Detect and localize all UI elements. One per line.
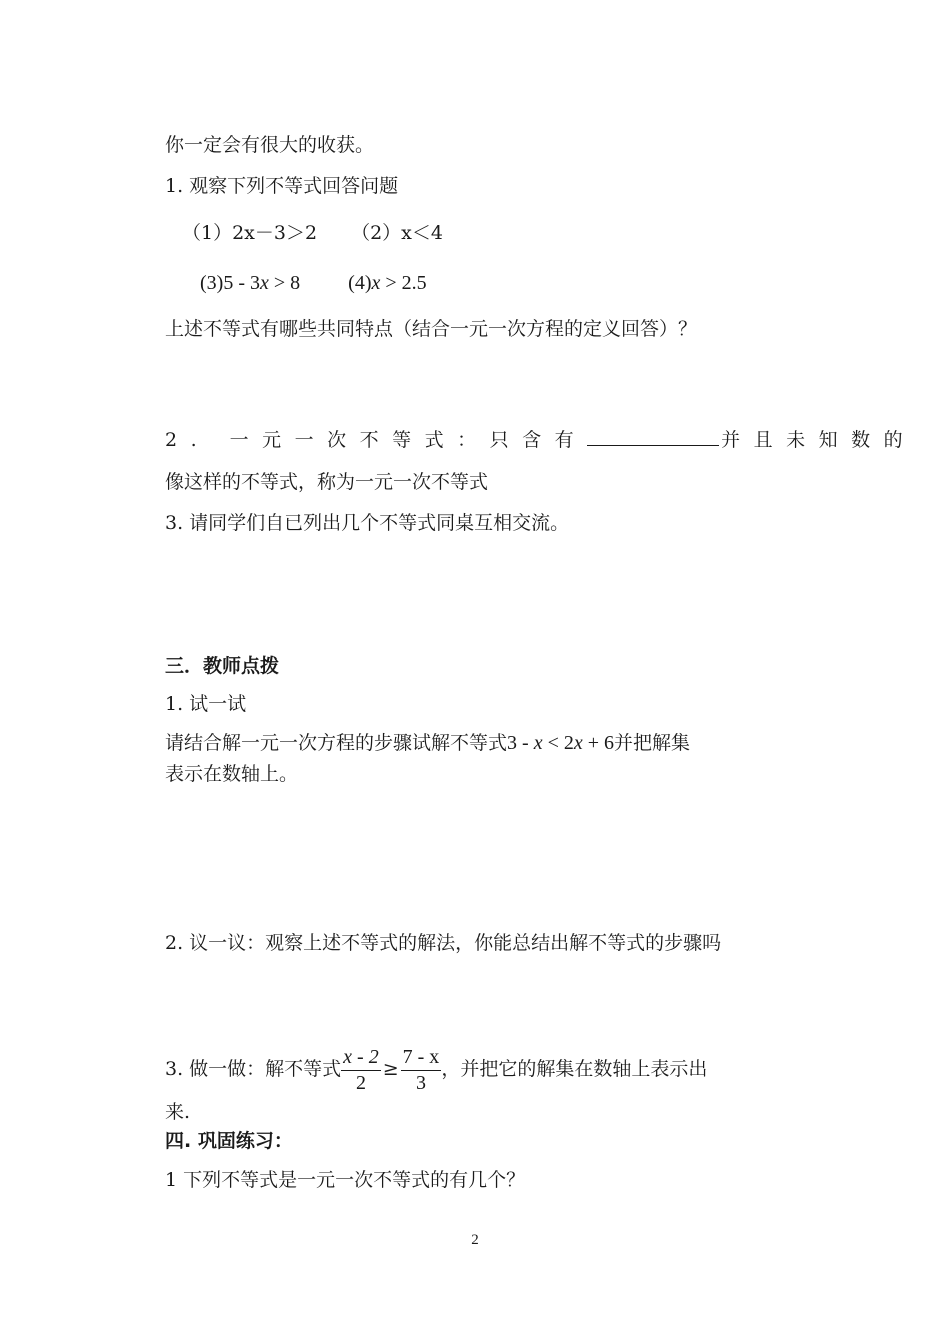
question-1-title: 1. 观察下列不等式回答问题 [165, 175, 399, 197]
practice-question-1: 1 下列不等式是一元一次不等式的有几个？ [165, 1169, 526, 1191]
try-inequality: 3 - x < 2x + 6 [507, 732, 615, 754]
inequality-row-2 [200, 269, 427, 297]
fill-in-blank [587, 426, 719, 446]
definition-line [165, 426, 916, 454]
try-title: 1. 试一试 [165, 693, 247, 715]
fraction-left: $\frac{x - 2}{2}$ [343, 1045, 379, 1094]
definition-suffix: 并且未知数的 [721, 429, 917, 451]
relation-symbol: ≥ [382, 1058, 399, 1080]
inequality-row-1 [182, 219, 443, 247]
question-3: 3. 请同学们自已列出几个不等式同桌互相交流。 [165, 512, 570, 534]
discuss-question: 2. 议一议：观察上述不等式的解法，你能总结出解不等式的步骤吗 [165, 932, 722, 954]
section-3-heading: 三．教师点拨 [165, 655, 280, 677]
inequality-3: (3)5 - 3x > 8 [200, 272, 301, 294]
inequality-2: （2）x＜4 [351, 222, 443, 244]
do-question: 3. 做一做：解不等式 $\frac{x - 2}{2}$ ≥ $\frac{7 - x}{3}$ ，并把它的解集在数轴上表示出 [165, 1045, 708, 1094]
section-4-heading: 四. 巩固练习： [165, 1130, 293, 1152]
do-question-line-2: 来. [165, 1101, 191, 1123]
try-instruction-line-2: 表示在数轴上。 [165, 763, 299, 785]
definition-line-2: 像这样的不等式，称为一元一次不等式 [165, 471, 489, 493]
try-instruction: 请结合解一元一次方程的步骤试解不等式3 - x < 2x + 6并把解集 [165, 732, 691, 754]
page-number: 2 [471, 1232, 479, 1248]
intro-text: 你一定会有很大的收获。 [165, 134, 375, 156]
definition-prefix: 2. 一元一次不等式：只含有 [165, 429, 588, 451]
common-feature-question: 上述不等式有哪些共同特点（结合一元一次方程的定义回答）？ [165, 318, 698, 340]
inequality-4: (4)x > 2.5 [348, 272, 427, 294]
fraction-right: $\frac{7 - x}{3}$ [402, 1045, 440, 1094]
inequality-1: （1）2x－3＞2 [182, 222, 318, 244]
